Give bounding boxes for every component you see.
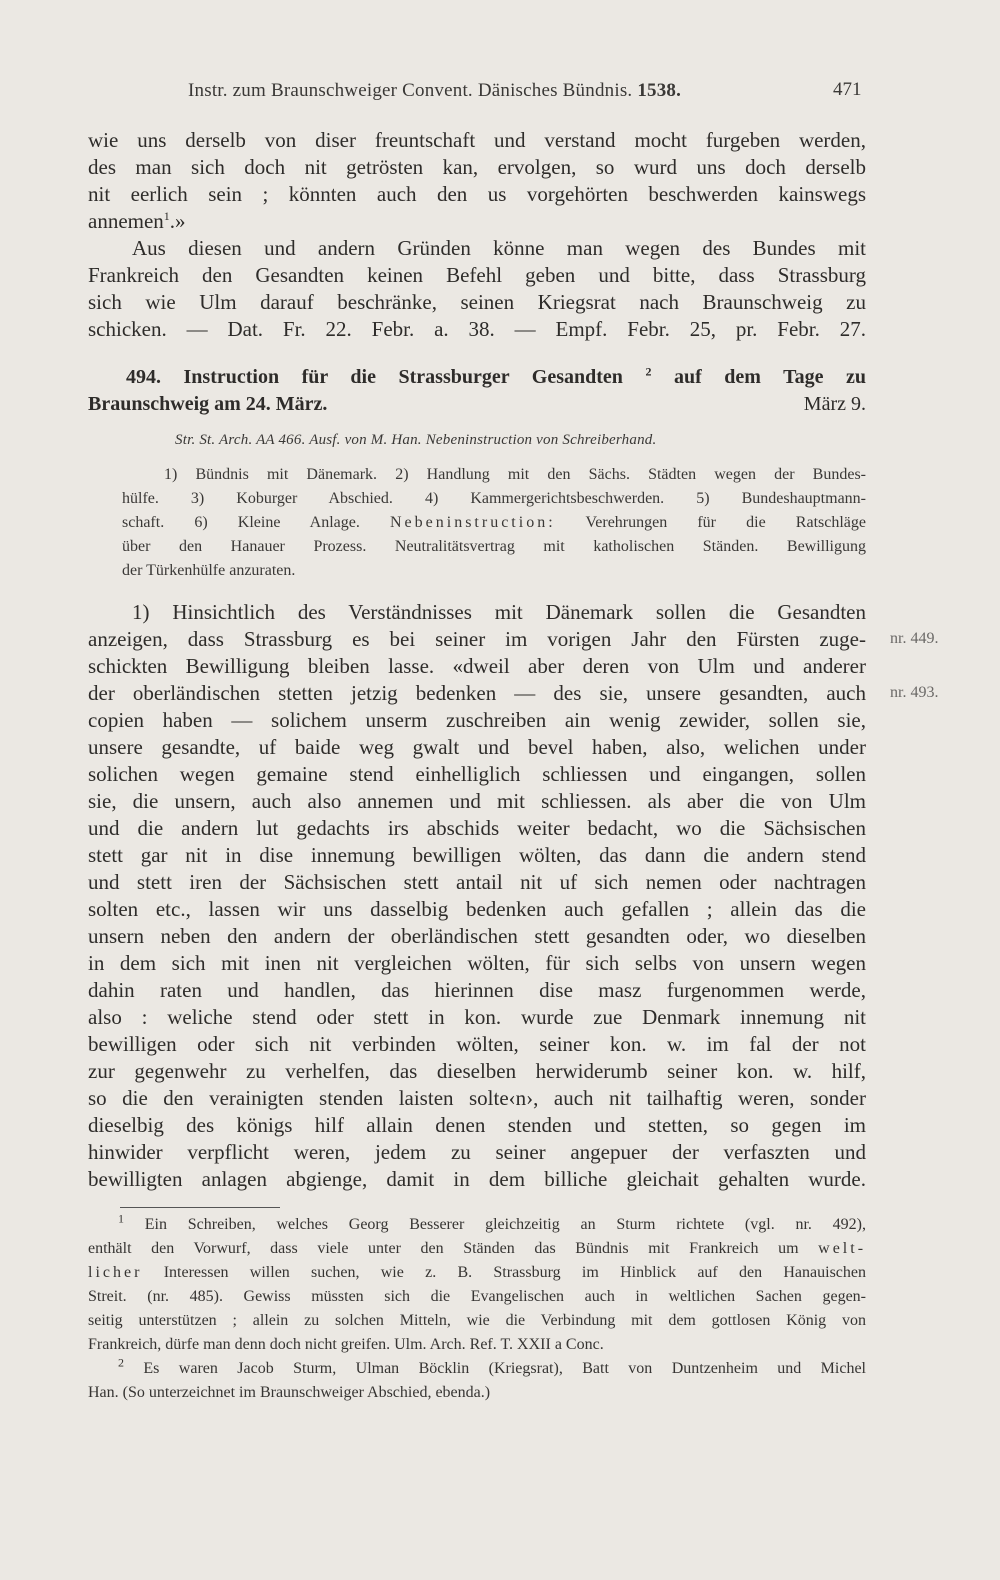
text-line: schickten Bewilligung bleiben lasse. «dweil aber deren von Ulm und anderer xyxy=(88,654,866,678)
section-date: März 9. xyxy=(803,393,866,415)
text-line: schicken. — Dat. Fr. 22. Febr. a. 38. — Empf. Febr. 25, pr. Febr. 27. xyxy=(88,317,866,341)
section-summary xyxy=(88,463,866,583)
text-line: dieselbig des königs hilf allain denen stenden und stetten, so gegen im xyxy=(88,1113,866,1137)
footnote-mark: 2 xyxy=(118,1355,124,1370)
footnote-line xyxy=(88,1237,866,1261)
text-line: bewilligen oder sich nit verbinden wölten, seiner kon. w. im fal der not xyxy=(88,1032,866,1056)
text-line: also : weliche stend oder stett in kon. wurde zue Denmark innemung nit xyxy=(88,1005,866,1029)
summary-line: 1) Bündnis mit Dänemark. 2) Handlung mit den Sächs. Städten wegen der Bundes- xyxy=(164,466,866,483)
margin-note: nr. 449. xyxy=(890,630,939,647)
section-heading xyxy=(88,364,866,418)
text-line: solichen wegen gemaine stend einhelliglich schliessen und eingangen, sollen xyxy=(88,762,866,786)
header-year: 1538. xyxy=(637,80,682,101)
instruction-text xyxy=(88,599,866,1193)
heading-line xyxy=(88,391,866,418)
text-line: unsere gesandte, uf baide weg gwalt und bevel haben, also, welichen under xyxy=(88,735,866,759)
footnote-line: Frankreich, dürfe man denn doch nicht greifen. Ulm. Arch. Ref. T. XXII a Conc. xyxy=(88,1336,604,1353)
footnote-line: seitig unterstützen ; allein zu solchen Mitteln, wie die Verbindung mit dem gottlosen König von xyxy=(88,1312,866,1329)
heading-text: 494. Instruction für die Strassburger Gesandten xyxy=(126,366,623,388)
footnote-ref: 2 xyxy=(645,364,652,379)
intro-text xyxy=(88,127,866,343)
spaced-text: Nebeninstruction: xyxy=(390,514,556,531)
source-reference: Str. St. Arch. AA 466. Ausf. von M. Han. Nebeninstruction von Schreiberhand. xyxy=(175,432,657,448)
summary-line: der Türkenhülfe anzuraten. xyxy=(122,562,296,579)
text-line: sie, die unsern, auch also annemen und mit schliessen. als aber die von Ulm xyxy=(88,789,866,813)
text-fragment: Verehrungen für die Ratschläge xyxy=(585,514,866,531)
heading-line xyxy=(88,364,866,391)
text-line: anzeigen, dass Strassburg es bei seiner im vorigen Jahr den Fürsten zuge- xyxy=(88,627,866,651)
text-fragment: annemen xyxy=(88,209,164,233)
text-line: copien haben — solichem unserm zuschreiben ain wenig zewider, sollen sie, xyxy=(88,708,866,732)
text-line: dahin raten und handlen, das hierinnen dise masz furgenommen werde, xyxy=(88,978,866,1002)
summary-line: hülfe. 3) Koburger Abschied. 4) Kammergerichtsbeschwerden. 5) Bundeshauptmann- xyxy=(122,490,866,507)
footnote-line: Han. (So unterzeichnet im Braunschweiger Abschied, ebenda.) xyxy=(88,1384,491,1401)
text-line: sich wie Ulm darauf beschränke, seinen Kriegsrat nach Braunschweig zu xyxy=(88,290,866,314)
text-fragment: Interessen willen suchen, wie z. B. Strassburg im Hinblick auf den Hanauischen xyxy=(163,1264,867,1281)
footnote-line xyxy=(88,1357,866,1381)
text-fragment: .» xyxy=(169,209,186,233)
text-fragment: schaft. 6) Kleine Anlage. xyxy=(122,514,360,531)
text-line: Frankreich den Gesandten keinen Befehl geben und bitte, dass Strassburg xyxy=(88,263,866,287)
footnote-line xyxy=(88,1261,866,1285)
footnote-rule xyxy=(120,1207,280,1208)
text-line: in dem sich mit inen nit vergleichen wölten, für sich selbs von unsern wegen xyxy=(88,951,866,975)
text-line: solten etc., lassen wir uns dasselbig bedenken auch gefallen ; allein das die xyxy=(88,897,866,921)
text-line: Aus diesen und andern Gründen könne man wegen des Bundes mit xyxy=(132,236,866,260)
text-fragment: Es waren Jacob Sturm, Ulman Böcklin (Kriegsrat), Batt von Duntzenheim und Michel xyxy=(143,1360,866,1377)
text-line: des man sich doch nit getrösten kan, ervolgen, so wurd uns doch derselb xyxy=(88,155,866,179)
text-line: hinwider verpflicht weren, jedem zu seiner angepuer der verfaszten und xyxy=(88,1140,866,1164)
heading-text: Braunschweig am 24. März. xyxy=(88,393,328,415)
text-line: der oberländischen stetten jetzig bedenken — des sie, unsere gesandten, auch xyxy=(88,681,866,705)
footnote-line: Streit. (nr. 485). Gewiss müssten sich die Evangelischen auch in weltlichen Sachen gegen- xyxy=(88,1288,866,1305)
running-header xyxy=(188,80,681,102)
text-line: und die andern lut gedachts irs abschids weiter bedacht, wo die Sächsischen xyxy=(88,816,866,840)
text-fragment: Ein Schreiben, welches Georg Besserer gleichzeitig an Sturm richtete (vgl. nr. 492), xyxy=(144,1216,867,1233)
text-line: 1) Hinsichtlich des Verständnisses mit Dänemark sollen die Gesandten xyxy=(132,600,866,624)
text-line: wie uns derselb von diser freuntschaft und verstand mocht furgeben werden, xyxy=(88,128,866,152)
text-line: und stett iren der Sächsischen stett antail nit uf sich nemen oder nachtragen xyxy=(88,870,866,894)
footnote-line xyxy=(88,1213,866,1237)
footnotes xyxy=(88,1213,866,1405)
summary-line: über den Hanauer Prozess. Neutralitätsvertrag mit katholischen Ständen. Bewilligung xyxy=(122,538,866,555)
footnote-mark: 1 xyxy=(118,1211,124,1226)
text-line: zur gegenwehr zu verhelfen, das dieselben herwiderumb seiner kon. w. hilf, xyxy=(88,1059,866,1083)
text-line: so die den verainigten stenden laisten solte‹n›, auch nit tailhaftig weren, sonder xyxy=(88,1086,866,1110)
running-title: Instr. zum Braunschweiger Convent. Dänisches Bündnis. xyxy=(188,80,633,101)
margin-note: nr. 493. xyxy=(890,684,939,701)
text-line: nit eerlich sein ; könnten auch den us vorgehörten beschwerden kainswegs xyxy=(88,182,866,206)
page-number: 471 xyxy=(833,79,862,100)
text-line: unsern neben den andern der oberländischen stett gesandten oder, wo dieselben xyxy=(88,924,866,948)
summary-line xyxy=(88,511,866,535)
spaced-text: welt- xyxy=(818,1240,867,1257)
heading-text: auf dem Tage zu xyxy=(673,366,867,388)
text-fragment: enthält den Vorwurf, dass viele unter den Ständen das Bündnis mit Frankreich um xyxy=(88,1240,799,1257)
footnote-ref: 1 xyxy=(163,209,170,223)
text-line: bewilligten anlagen abgienge, damit in dem billiche gleichait gehalten wurde. xyxy=(88,1167,866,1191)
text-line: stett gar nit in dise innemung bewilligen wölten, das dann die andern stend xyxy=(88,843,866,867)
spaced-text: licher xyxy=(88,1264,143,1281)
text-line xyxy=(88,208,866,235)
